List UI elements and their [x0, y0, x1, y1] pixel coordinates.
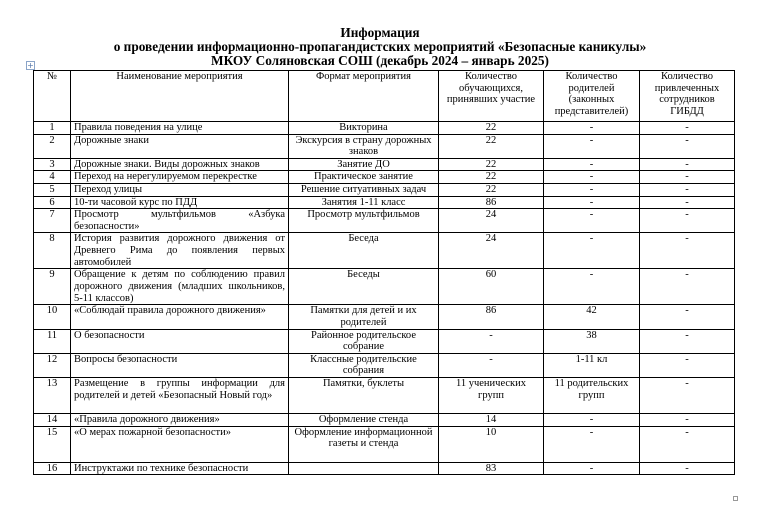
police-count: - [640, 158, 735, 171]
event-format: Памятки для детей и их родителей [289, 305, 439, 329]
police-count: - [640, 305, 735, 329]
row-number: 3 [34, 158, 71, 171]
police-count: - [640, 233, 735, 269]
parents-count: - [544, 196, 640, 209]
event-name: Просмотр мультфильмов «Азбука безопасности» [71, 209, 289, 233]
police-count: - [640, 353, 735, 377]
row-number: 1 [34, 122, 71, 135]
police-count: - [640, 183, 735, 196]
students-count: 86 [439, 196, 544, 209]
row-number: 8 [34, 233, 71, 269]
header-format: Формат мероприятия [289, 71, 439, 122]
event-name: Вопросы безопасности [71, 353, 289, 377]
table-row [34, 305, 735, 329]
row-number: 16 [34, 462, 71, 475]
header-parents: Количество родителей (законных представителей) [544, 71, 640, 122]
event-format: Практическое занятие [289, 171, 439, 184]
event-format: Районное родительское собрание [289, 329, 439, 353]
event-name: Размещение в группы информации для родителей и детей «Безопасный Новый год» [71, 377, 289, 413]
row-number: 10 [34, 305, 71, 329]
parents-count: - [544, 426, 640, 462]
event-name: 10-ти часовой курс по ПДД [71, 196, 289, 209]
event-format: Беседы [289, 269, 439, 305]
row-number: 2 [34, 134, 71, 158]
students-count: 83 [439, 462, 544, 475]
police-count: - [640, 329, 735, 353]
row-number: 9 [34, 269, 71, 305]
students-count: 11 ученических групп [439, 377, 544, 413]
parents-count: - [544, 171, 640, 184]
event-format: Занятие ДО [289, 158, 439, 171]
row-number: 4 [34, 171, 71, 184]
table-row [34, 196, 735, 209]
police-count: - [640, 269, 735, 305]
row-number: 15 [34, 426, 71, 462]
header-event-name: Наименование мероприятия [71, 71, 289, 122]
event-name: Инструктажи по технике безопасности [71, 462, 289, 475]
event-format: Решение ситуативных задач [289, 183, 439, 196]
students-count: 24 [439, 209, 544, 233]
row-number: 13 [34, 377, 71, 413]
header-students: Количество обучающихся, принявших участие [439, 71, 544, 122]
row-number: 14 [34, 413, 71, 426]
event-format: Просмотр мультфильмов [289, 209, 439, 233]
event-name: Переход улицы [71, 183, 289, 196]
event-name: Дорожные знаки [71, 134, 289, 158]
event-name: История развития дорожного движения от Древнего Рима до появления первых автомобилей [71, 233, 289, 269]
row-number: 7 [34, 209, 71, 233]
parents-count: - [544, 269, 640, 305]
students-count: 22 [439, 134, 544, 158]
police-count: - [640, 426, 735, 462]
event-format: Памятки, буклеты [289, 377, 439, 413]
police-count: - [640, 413, 735, 426]
move-handle-icon[interactable]: + [27, 61, 34, 70]
header-number: № [34, 71, 71, 122]
table-row [34, 413, 735, 426]
table-row [34, 426, 735, 462]
event-name: Правила поведения на улице [71, 122, 289, 135]
police-count: - [640, 134, 735, 158]
table-row [34, 353, 735, 377]
row-number: 6 [34, 196, 71, 209]
event-name: Переход на нерегулируемом перекрестке [71, 171, 289, 184]
students-count: 22 [439, 158, 544, 171]
parents-count: - [544, 233, 640, 269]
parents-count: 42 [544, 305, 640, 329]
event-format: Классные родительские собрания [289, 353, 439, 377]
row-number: 11 [34, 329, 71, 353]
students-count: 10 [439, 426, 544, 462]
event-name: Обращение к детям по соблюдению правил дорожного движения (младших школьников, 5-11 классов) [71, 269, 289, 305]
students-count: 86 [439, 305, 544, 329]
parents-count: 1-11 кл [544, 353, 640, 377]
event-format: Викторина [289, 122, 439, 135]
event-name: «Правила дорожного движения» [71, 413, 289, 426]
row-number: 12 [34, 353, 71, 377]
table-row [34, 233, 735, 269]
parents-count: - [544, 209, 640, 233]
students-count: 24 [439, 233, 544, 269]
events-table [33, 70, 735, 475]
parents-count: - [544, 413, 640, 426]
event-format: Оформление стенда [289, 413, 439, 426]
police-count: - [640, 462, 735, 475]
police-count: - [640, 377, 735, 413]
header-police: Количество привлеченных сотрудников ГИБДД [640, 71, 735, 122]
event-name: Дорожные знаки. Виды дорожных знаков [71, 158, 289, 171]
table-row [34, 134, 735, 158]
event-name: О безопасности [71, 329, 289, 353]
event-format: Занятия 1-11 класс [289, 196, 439, 209]
parents-count: 38 [544, 329, 640, 353]
students-count: 22 [439, 183, 544, 196]
students-count: 14 [439, 413, 544, 426]
parents-count: - [544, 462, 640, 475]
police-count: - [640, 209, 735, 233]
police-count: - [640, 171, 735, 184]
table-row [34, 122, 735, 135]
row-number: 5 [34, 183, 71, 196]
table-row [34, 377, 735, 413]
event-format [289, 462, 439, 475]
parents-count: - [544, 134, 640, 158]
students-count: - [439, 329, 544, 353]
students-count: - [439, 353, 544, 377]
students-count: 22 [439, 171, 544, 184]
doc-subtitle: о проведении информационно-пропагандистских мероприятий «Безопасные каникулы» [113, 39, 647, 54]
parents-count: - [544, 122, 640, 135]
table-row [34, 329, 735, 353]
table-row [34, 269, 735, 305]
police-count: - [640, 196, 735, 209]
table-row [34, 171, 735, 184]
event-format: Беседа [289, 233, 439, 269]
parents-count: - [544, 158, 640, 171]
table-body [34, 122, 735, 475]
students-count: 22 [439, 122, 544, 135]
parents-count: 11 родительских групп [544, 377, 640, 413]
event-format: Оформление информационной газеты и стенда [289, 426, 439, 462]
doc-title: Информация [340, 25, 420, 40]
police-count: - [640, 122, 735, 135]
event-name: «Соблюдай правила дорожного движения» [71, 305, 289, 329]
table-row [34, 183, 735, 196]
students-count: 60 [439, 269, 544, 305]
doc-school-period: МКОУ Соляновская СОШ (декабрь 2024 – январь 2025) [211, 53, 549, 68]
table-header-row [34, 71, 735, 122]
event-format: Экскурсия в страну дорожных знаков [289, 134, 439, 158]
event-name: «О мерах пожарной безопасности» [71, 426, 289, 462]
table-resize-handle[interactable] [733, 496, 738, 501]
table-row [34, 158, 735, 171]
table-row [34, 209, 735, 233]
table-row [34, 462, 735, 475]
parents-count: - [544, 183, 640, 196]
